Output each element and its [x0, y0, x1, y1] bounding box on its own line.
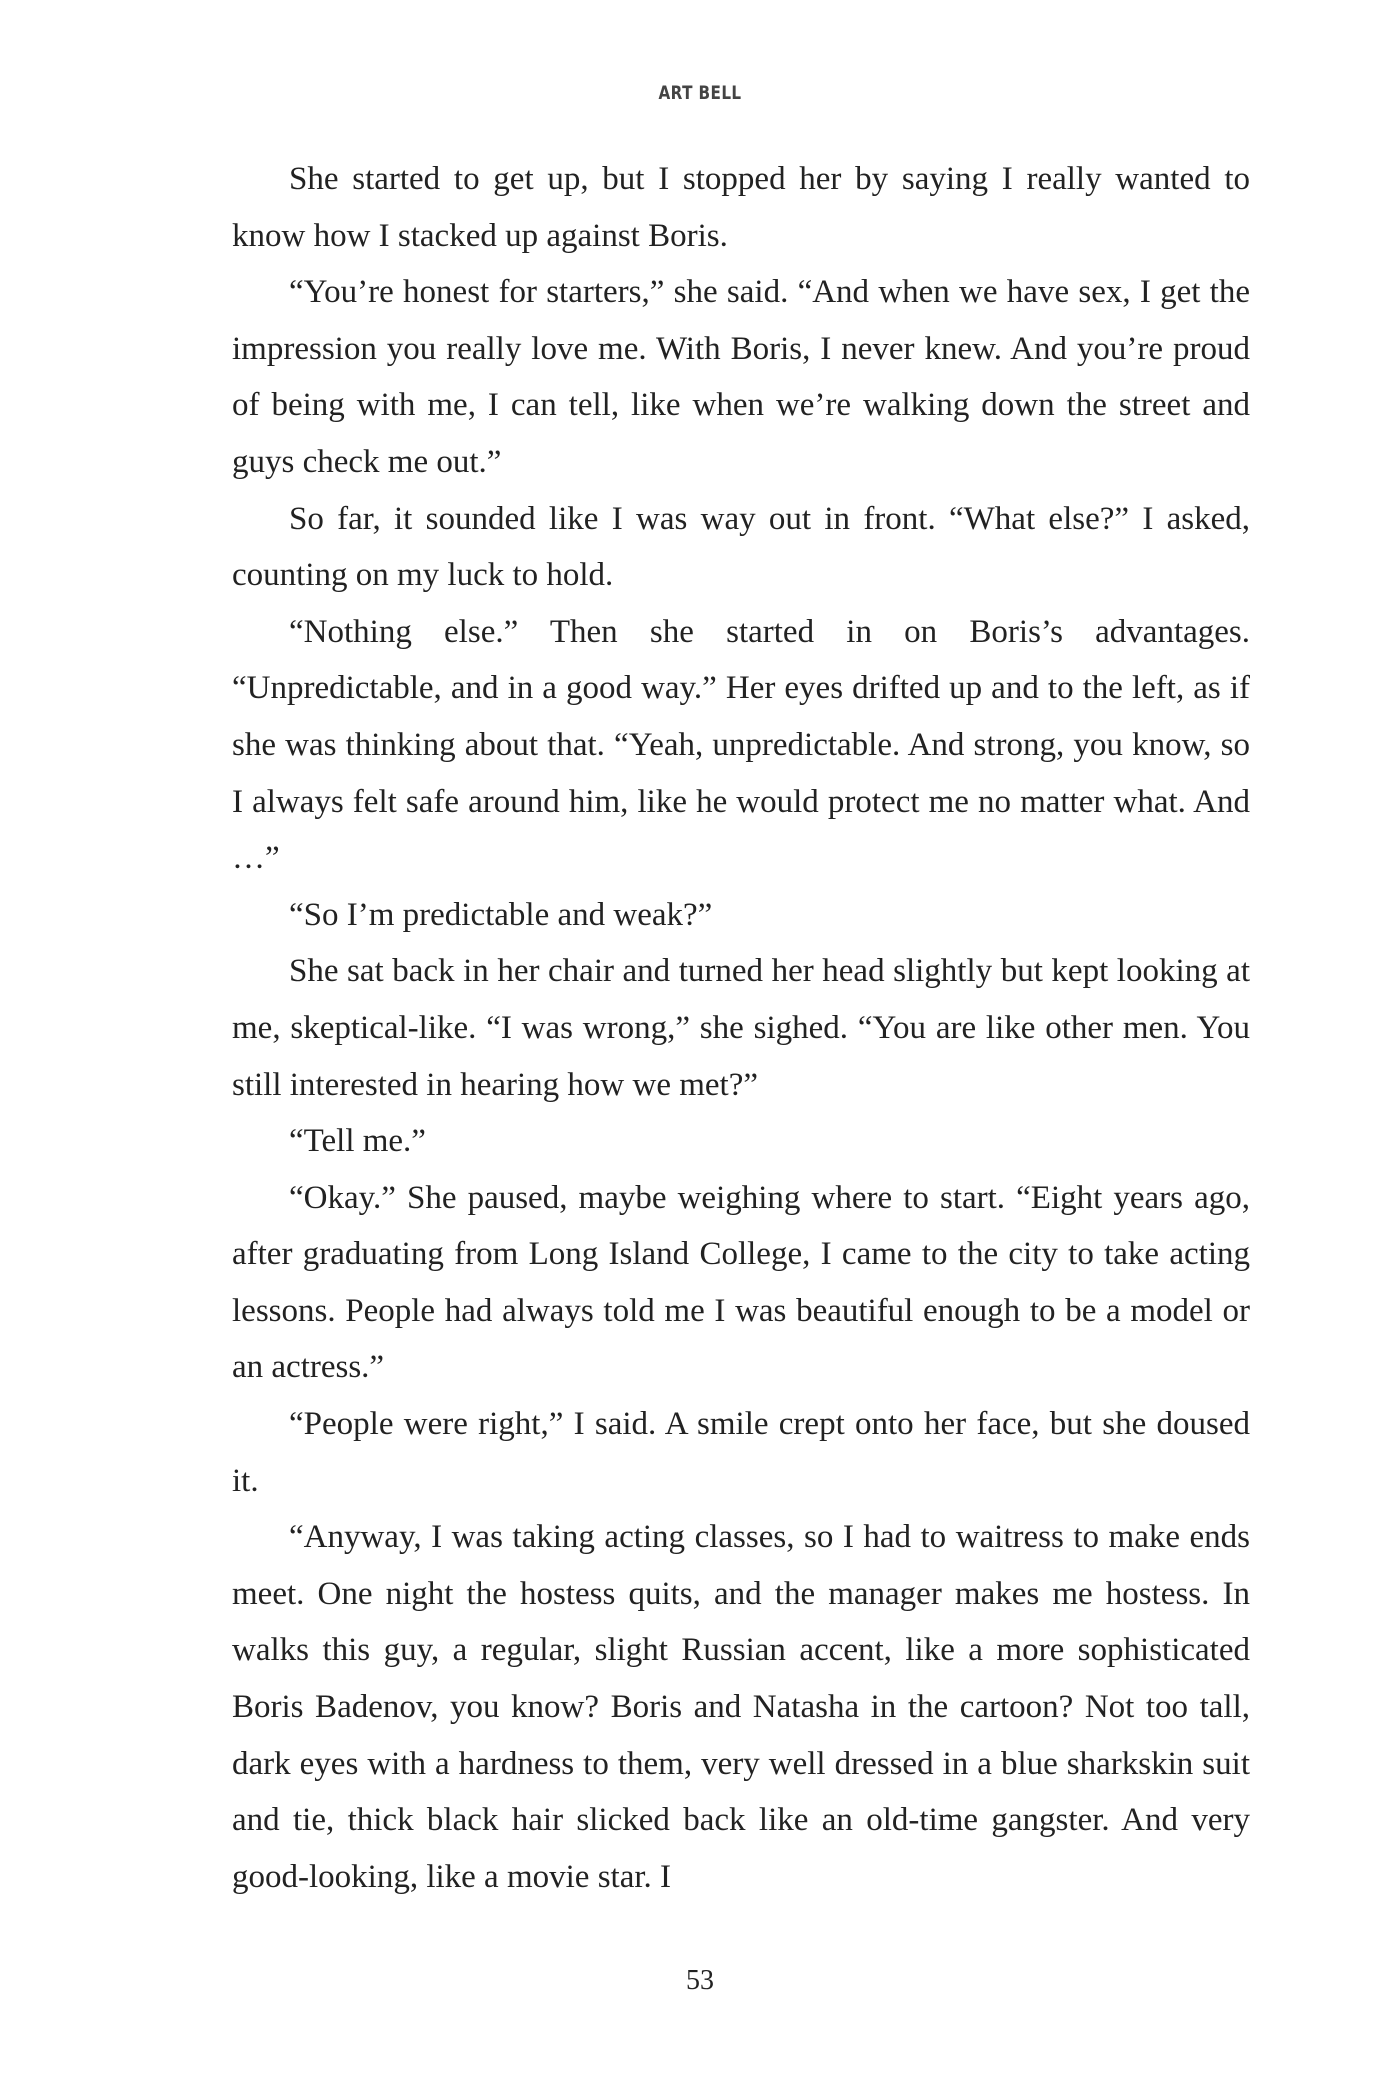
paragraph: “Anyway, I was taking acting classes, so I had to waitress to make ends meet. One night the hostess quits, and the manager makes me hostess. In walks this guy, a regular, slight Russian accent, like a more sophisticated Boris Badenov, you know? Boris and Natasha in the cartoon? Not too tall, dark eyes with a hardness to them, very well dressed in a blue sharkskin suit and tie, thick black hair slicked back like an old-time gangster. And very good-looking, like a movie star. I: [232, 1519, 1250, 1895]
body-text: [232, 151, 1250, 1905]
paragraph: “So I’m predictable and weak?”: [289, 896, 713, 933]
running-head: ART BELL: [658, 82, 742, 104]
page-number: 53: [686, 1965, 714, 1996]
paragraph: “Nothing else.” Then she started in on Boris’s advantages. “Unpredictable, and in a good way.” Her eyes drifted up and to the left, as if she was thinking about that. “Yeah, unpredictable. And strong, you know, so I always felt safe around him, like he would protect me no matter what. And …”: [232, 613, 1250, 877]
paragraph: “Tell me.”: [289, 1123, 426, 1160]
paragraph: She sat back in her chair and turned her head slightly but kept looking at me, skeptical-like. “I was wrong,” she sighed. “You are like other men. You still interested in hearing how we met?”: [232, 953, 1250, 1103]
paragraph: She started to get up, but I stopped her by saying I really wanted to know how I stacked up against Boris.: [232, 161, 1250, 254]
paragraph: “You’re honest for starters,” she said. “And when we have sex, I get the impression you really love me. With Boris, I never knew. And you’re proud of being with me, I can tell, like when we’re walking down the street and guys check me out.”: [232, 274, 1250, 480]
paragraph: “People were right,” I said. A smile crept onto her face, but she doused it.: [232, 1406, 1250, 1499]
paragraph: “Okay.” She paused, maybe weighing where to start. “Eight years ago, after graduating from Long Island College, I came to the city to take acting lessons. People had always told me I was beautiful enough to be a model or an actress.”: [232, 1179, 1250, 1386]
paragraph: So far, it sounded like I was way out in front. “What else?” I asked, counting on my luck to hold.: [232, 500, 1250, 594]
